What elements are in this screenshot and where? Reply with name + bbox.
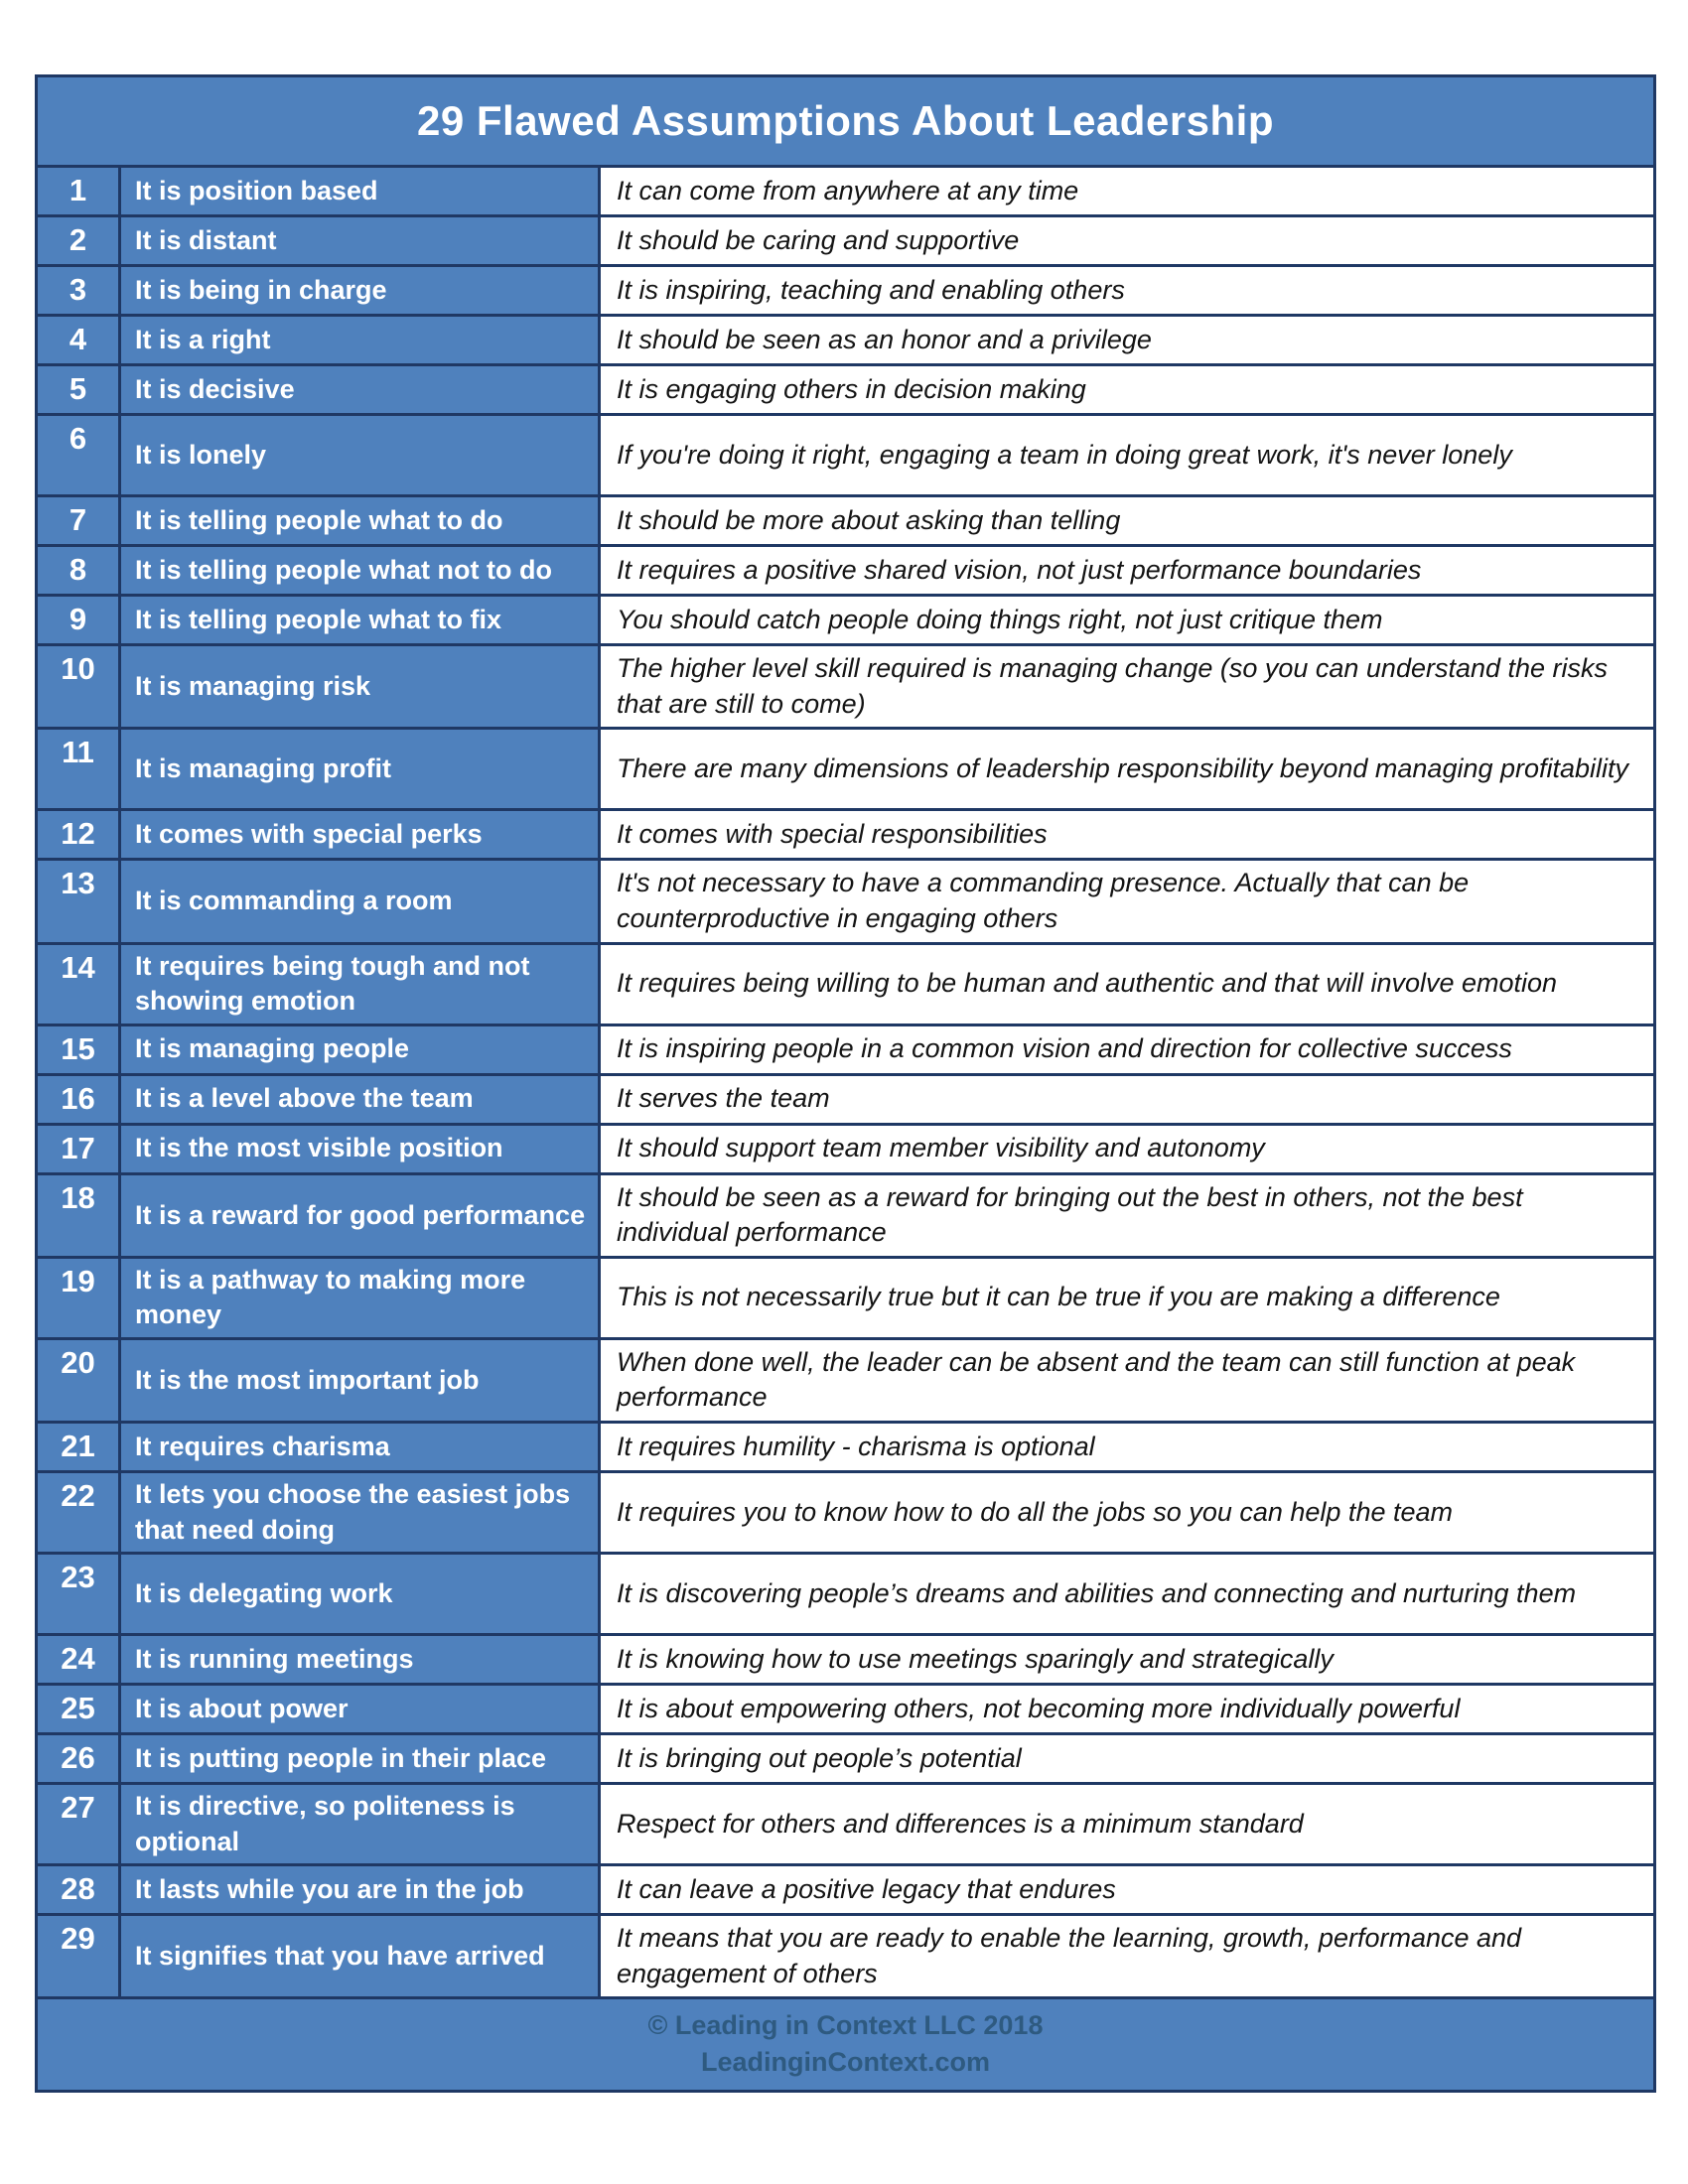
assumption-cell: It is being in charge (118, 267, 598, 314)
row-number: 10 (38, 646, 118, 727)
response-cell: It can leave a positive legacy that endures (598, 1866, 1653, 1913)
response-cell: You should catch people doing things right, not just critique them (598, 597, 1653, 643)
row-number: 25 (38, 1686, 118, 1732)
row-number: 4 (38, 317, 118, 363)
response-cell: It means that you are ready to enable the learning, growth, performance and engagement of others (598, 1916, 1653, 1996)
row-number: 20 (38, 1340, 118, 1421)
assumption-cell: It is managing risk (118, 646, 598, 727)
row-number: 6 (38, 416, 118, 494)
response-cell: It serves the team (598, 1076, 1653, 1123)
assumption-cell: It lets you choose the easiest jobs that need doing (118, 1473, 598, 1552)
table-row (38, 214, 1653, 264)
table-row (38, 264, 1653, 314)
assumptions-table (35, 74, 1656, 2093)
response-cell: It should support team member visibility and autonomy (598, 1126, 1653, 1172)
row-number: 19 (38, 1259, 118, 1337)
assumption-cell: It requires charisma (118, 1424, 598, 1470)
row-number: 13 (38, 861, 118, 941)
assumption-cell: It is lonely (118, 416, 598, 494)
page-title: 29 Flawed Assumptions About Leadership (38, 77, 1653, 165)
response-cell: It comes with special responsibilities (598, 811, 1653, 858)
response-cell: It's not necessary to have a commanding presence. Actually that can be counterproductive in engaging others (598, 861, 1653, 941)
response-cell: It requires a positive shared vision, not just performance boundaries (598, 547, 1653, 594)
assumption-cell: It signifies that you have arrived (118, 1916, 598, 1996)
response-cell: It should be more about asking than telling (598, 497, 1653, 544)
response-cell: It requires being willing to be human and authentic and that will involve emotion (598, 945, 1653, 1024)
table-row (38, 942, 1653, 1024)
table-row (38, 314, 1653, 363)
response-cell: It should be seen as a reward for bringing out the best in others, not the best individual performance (598, 1175, 1653, 1256)
row-number: 21 (38, 1424, 118, 1470)
response-cell: It is discovering people’s dreams and abilities and connecting and nurturing them (598, 1555, 1653, 1633)
table-row (38, 1256, 1653, 1337)
assumption-cell: It is managing profit (118, 730, 598, 808)
row-number: 9 (38, 597, 118, 643)
table-row (38, 1732, 1653, 1782)
assumption-cell: It is telling people what to fix (118, 597, 598, 643)
response-cell: Respect for others and differences is a minimum standard (598, 1785, 1653, 1863)
assumption-cell: It is distant (118, 217, 598, 264)
assumption-cell: It is putting people in their place (118, 1735, 598, 1782)
table-row (38, 363, 1653, 413)
row-number: 23 (38, 1555, 118, 1633)
footer-copyright: © Leading in Context LLC 2018 (647, 2010, 1044, 2041)
row-number: 28 (38, 1866, 118, 1913)
assumption-cell: It is telling people what to do (118, 497, 598, 544)
row-number: 27 (38, 1785, 118, 1863)
table-row (38, 1633, 1653, 1683)
assumption-cell: It is telling people what not to do (118, 547, 598, 594)
assumption-cell: It is position based (118, 168, 598, 214)
assumption-cell: It lasts while you are in the job (118, 1866, 598, 1913)
assumption-cell: It is a right (118, 317, 598, 363)
row-number: 26 (38, 1735, 118, 1782)
table-row (38, 494, 1653, 544)
row-number: 5 (38, 366, 118, 413)
table-row (38, 858, 1653, 941)
table-row (38, 1913, 1653, 1996)
assumption-cell: It is decisive (118, 366, 598, 413)
assumption-cell: It is commanding a room (118, 861, 598, 941)
response-cell: It requires you to know how to do all the jobs so you can help the team (598, 1473, 1653, 1552)
response-cell: There are many dimensions of leadership responsibility beyond managing profitability (598, 730, 1653, 808)
response-cell: It should be caring and supportive (598, 217, 1653, 264)
response-cell: It is knowing how to use meetings sparingly and strategically (598, 1636, 1653, 1683)
table-row (38, 1024, 1653, 1073)
response-cell: It is about empowering others, not becoming more individually powerful (598, 1686, 1653, 1732)
response-cell: It is inspiring, teaching and enabling others (598, 267, 1653, 314)
assumption-cell: It is about power (118, 1686, 598, 1732)
table-row (38, 165, 1653, 214)
footer-website: LeadinginContext.com (700, 2046, 990, 2077)
table-row (38, 1172, 1653, 1256)
table-row (38, 1782, 1653, 1863)
response-cell: It is engaging others in decision making (598, 366, 1653, 413)
table-row (38, 1683, 1653, 1732)
response-cell: It can come from anywhere at any time (598, 168, 1653, 214)
assumption-cell: It is directive, so politeness is optional (118, 1785, 598, 1863)
table-row (38, 1337, 1653, 1421)
response-cell: When done well, the leader can be absent and the team can still function at peak performance (598, 1340, 1653, 1421)
table-row (38, 1552, 1653, 1633)
response-cell: This is not necessarily true but it can be true if you are making a difference (598, 1259, 1653, 1337)
response-cell: It should be seen as an honor and a privilege (598, 317, 1653, 363)
response-cell: The higher level skill required is managing change (so you can understand the risks that are still to come) (598, 646, 1653, 727)
response-cell: If you're doing it right, engaging a team in doing great work, it's never lonely (598, 416, 1653, 494)
row-number: 7 (38, 497, 118, 544)
assumption-cell: It is a pathway to making more money (118, 1259, 598, 1337)
assumption-cell: It is managing people (118, 1026, 598, 1073)
row-number: 16 (38, 1076, 118, 1123)
table-row (38, 727, 1653, 808)
assumption-cell: It is the most important job (118, 1340, 598, 1421)
assumption-cell: It comes with special perks (118, 811, 598, 858)
row-number: 12 (38, 811, 118, 858)
row-number: 3 (38, 267, 118, 314)
row-number: 29 (38, 1916, 118, 1996)
row-number: 14 (38, 945, 118, 1024)
table-row (38, 1123, 1653, 1172)
table-row (38, 1421, 1653, 1470)
response-cell: It is bringing out people’s potential (598, 1735, 1653, 1782)
row-number: 18 (38, 1175, 118, 1256)
assumption-cell: It is a reward for good performance (118, 1175, 598, 1256)
footer (38, 1996, 1653, 2090)
row-number: 22 (38, 1473, 118, 1552)
row-number: 24 (38, 1636, 118, 1683)
response-cell: It requires humility - charisma is optional (598, 1424, 1653, 1470)
table-row (38, 1073, 1653, 1123)
assumption-cell: It is delegating work (118, 1555, 598, 1633)
table-row (38, 1470, 1653, 1552)
response-cell: It is inspiring people in a common vision and direction for collective success (598, 1026, 1653, 1073)
row-number: 11 (38, 730, 118, 808)
assumption-cell: It is a level above the team (118, 1076, 598, 1123)
table-row (38, 1863, 1653, 1913)
row-number: 15 (38, 1026, 118, 1073)
table-row (38, 808, 1653, 858)
assumption-cell: It is the most visible position (118, 1126, 598, 1172)
table-row (38, 413, 1653, 494)
table-row (38, 594, 1653, 643)
row-number: 2 (38, 217, 118, 264)
assumption-cell: It is running meetings (118, 1636, 598, 1683)
assumption-cell: It requires being tough and not showing emotion (118, 945, 598, 1024)
row-number: 1 (38, 168, 118, 214)
table-row (38, 544, 1653, 594)
row-number: 8 (38, 547, 118, 594)
row-number: 17 (38, 1126, 118, 1172)
table-row (38, 643, 1653, 727)
